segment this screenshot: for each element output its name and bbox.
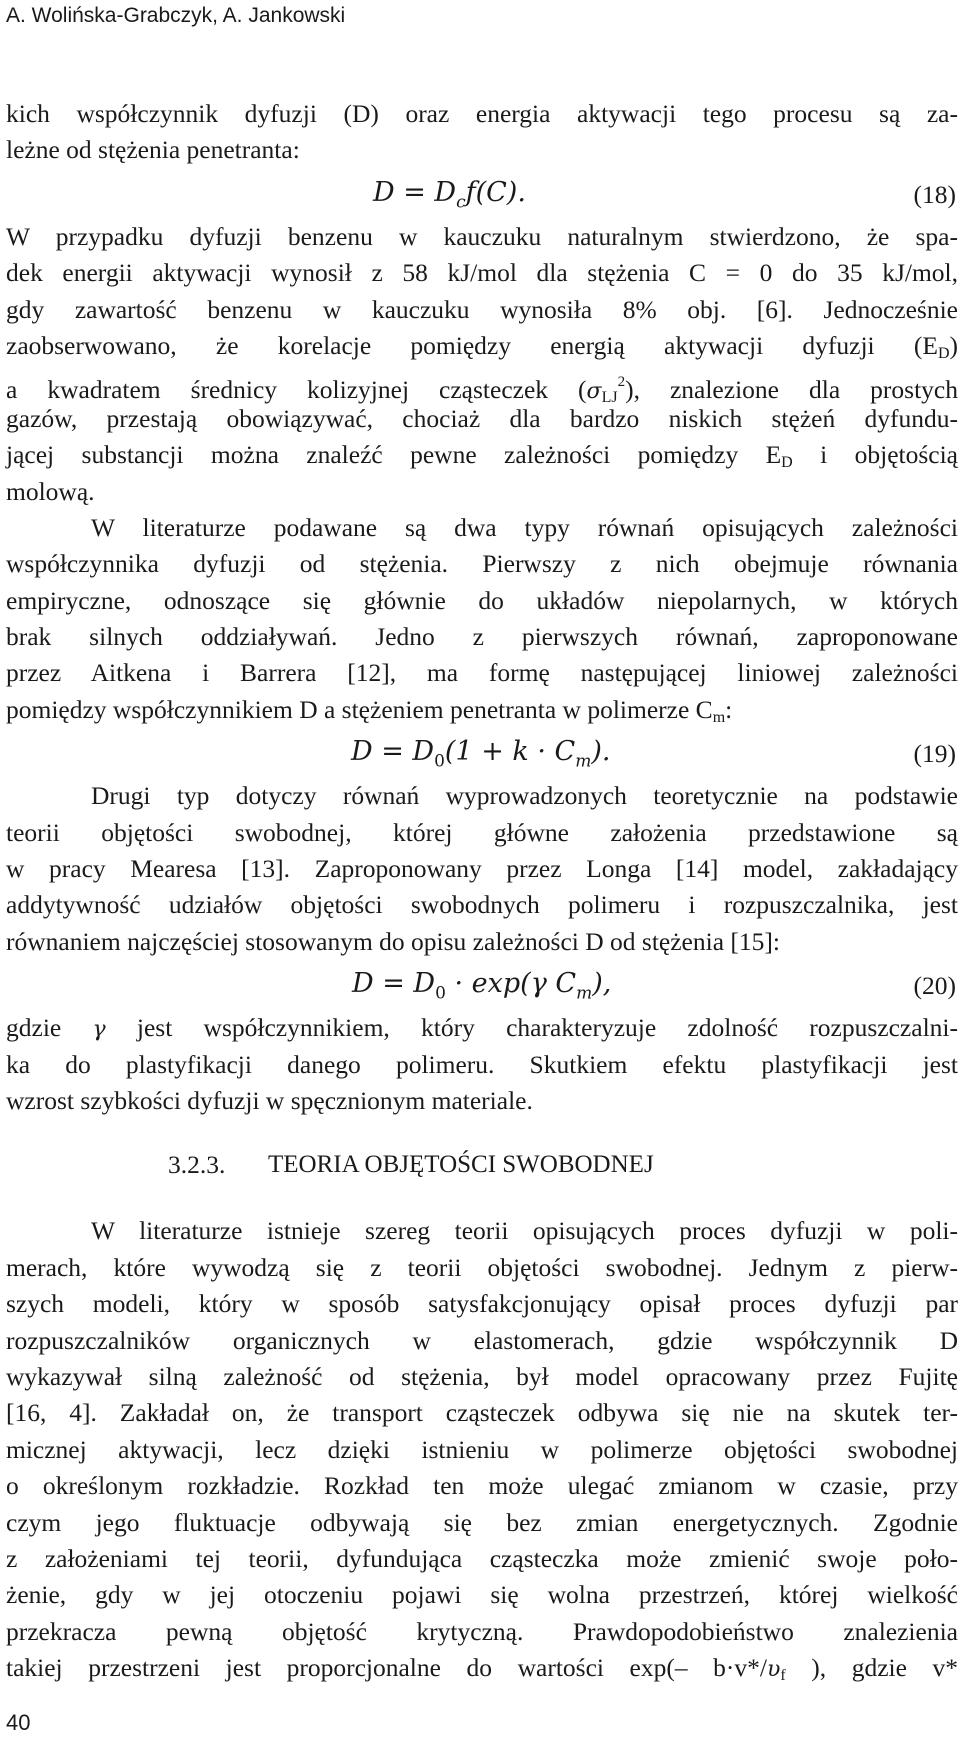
text-line: molową. [6, 476, 95, 506]
text-line: równaniem najczęściej stosowanym do opisu zależności D od stężenia [15]: [6, 926, 780, 956]
text-line: a kwadratem średnicy kolizyjnej cząsteczek $(\sigma_{LJ}^2)$, znalezione dla prostych [6, 374, 958, 407]
text-line: W przypadku dyfuzji benzenu w kauczuku naturalnym stwierdzono, że spa- [6, 221, 958, 251]
text-line: przekracza pewną objętość krytyczną. Prawdopodobieństwo znalezienia [6, 1616, 958, 1646]
text-line: [16, 4]. Zakładał on, że transport cząsteczek odbywa się nie na skutek ter- [6, 1398, 958, 1428]
equation-19 [6, 728, 958, 778]
text-line: w pracy Mearesa [13]. Zaproponowany przez Longa [14] model, zakładający [6, 854, 958, 884]
text-line: gdy zawartość benzenu w kauczuku wynosiła 8% obj. [6]. Jednocześnie [6, 294, 958, 324]
upsilon-symbol: υ [767, 1657, 781, 1683]
text-line: zaobserwowano, że korelacje pomiędzy energią aktywacji dyfuzji $(E_D)$ [6, 330, 958, 362]
text-line: o określonym rozkładzie. Rozkład ten może ulegać zmianom w czasie, przy [6, 1471, 958, 1501]
text-line: takiej przestrzeni jest proporcjonalne do wartości exp(– $b\cdot v*/\upsilon_f$ ), gdzie v* [6, 1653, 959, 1685]
equation-18 [6, 169, 958, 219]
text-line: szych modeli, który w sposób satysfakcjonujący opisał proces dyfuzji par [6, 1289, 958, 1319]
section-title: TEORIA OBJĘTOŚCI SWOBODNEJ [268, 1151, 654, 1179]
text-line: żenie, gdy w jej otoczeniu pojawi się wolna przestrzeń, której wielkość [6, 1580, 958, 1610]
text-line: W literaturze istnieje szereg teorii opisujących proces dyfuzji w poli- [91, 1216, 958, 1246]
text-line: z założeniami tej teorii, dyfundująca cząsteczka może zmienić swoje poło- [6, 1543, 958, 1573]
text-line: przez Aitkena i Barrera [12], ma formę następującej liniowej zależności [6, 658, 958, 688]
text-line: teorii objętości swobodnej, której główne założenia przedstawione są [6, 817, 958, 847]
gamma-symbol: γ [92, 1017, 106, 1043]
text-line: addytywność udziałów objętości swobodnych polimeru i rozpuszczalnika, jest [6, 890, 958, 920]
text-line: wykazywał silną zależność od stężenia, był model opracowany przez Fujitę [6, 1361, 958, 1391]
text-line: ka do plastyfikacji danego polimeru. Skutkiem efektu plastyfikacji jest [6, 1049, 958, 1079]
text-line: empiryczne, odnoszące się głównie do układów niepolarnych, w których [6, 585, 958, 615]
equation-number: (19) [913, 739, 956, 769]
page-number: 40 [6, 1710, 31, 1735]
text-line: micznej aktywacji, lecz dzięki istnieniu w polimerze objętości swobodnej [6, 1434, 958, 1464]
text-line: merach, które wywodzą się z teorii objętości swobodnej. Jednym z pierw- [6, 1252, 958, 1282]
text-line: Drugi typ dotyczy równań wyprowadzonych teoretycznie na podstawie [91, 781, 958, 811]
text-line: W literaturze podawane są dwa typy równań opisujących zależności [91, 512, 958, 542]
equation-body: $D = D_0(1 + k \cdot C_m)$. [351, 736, 611, 772]
equation-20 [6, 960, 958, 1010]
running-head: A. Wolińska-Grabczyk, A. Jankowski [6, 4, 346, 27]
text-line: czym jego fluktuacje odbywają się bez zmian energetycznych. Zgodnie [6, 1507, 958, 1537]
text-line: pomiędzy współczynnikiem D a stężeniem penetranta w polimerze $C_m$: [6, 694, 733, 726]
section-heading [6, 1119, 958, 1199]
equation-number: (20) [913, 971, 956, 1001]
text-line: jącej substancji można znaleźć pewne zależności pomiędzy $E_D$ i objętością [6, 440, 958, 472]
equation-body: $D = D_0 \cdot \exp(\gamma$ $C_m$), [352, 968, 612, 1004]
text-line: brak silnych oddziaływań. Jedno z pierwszych równań, zaproponowane [6, 622, 958, 652]
text-line: leżne od stężenia penetranta: [6, 135, 300, 165]
equation-number: (18) [913, 179, 956, 209]
sigma-symbol: σ [586, 379, 602, 405]
equation-body: $D = D_cf(C)$. [373, 176, 526, 213]
text-line: kich współczynnik dyfuzji (D) oraz energia aktywacji tego procesu są za- [6, 99, 958, 128]
text-line: gdzie γ jest współczynnikiem, który charakteryzuje zdolność rozpuszczalni- [6, 1013, 958, 1043]
text-line: wzrost szybkości dyfuzji w spęcznionym materiale. [6, 1085, 533, 1115]
text-line: gazów, przestają obowiązywać, chociaż dla bardzo niskich stężeń dyfundu- [6, 403, 958, 433]
text-line: dek energii aktywacji wynosił z 58 kJ/mol dla stężenia C = 0 do 35 kJ/mol, [6, 258, 958, 288]
page-body [6, 96, 958, 1686]
section-number: 3.2.3. [168, 1150, 226, 1180]
text-line: rozpuszczalników organicznych w elastomerach, gdzie współczynnik D [6, 1325, 958, 1355]
text-line: współczynnika dyfuzji od stężenia. Pierwszy z nich obejmuje równania [6, 549, 958, 579]
